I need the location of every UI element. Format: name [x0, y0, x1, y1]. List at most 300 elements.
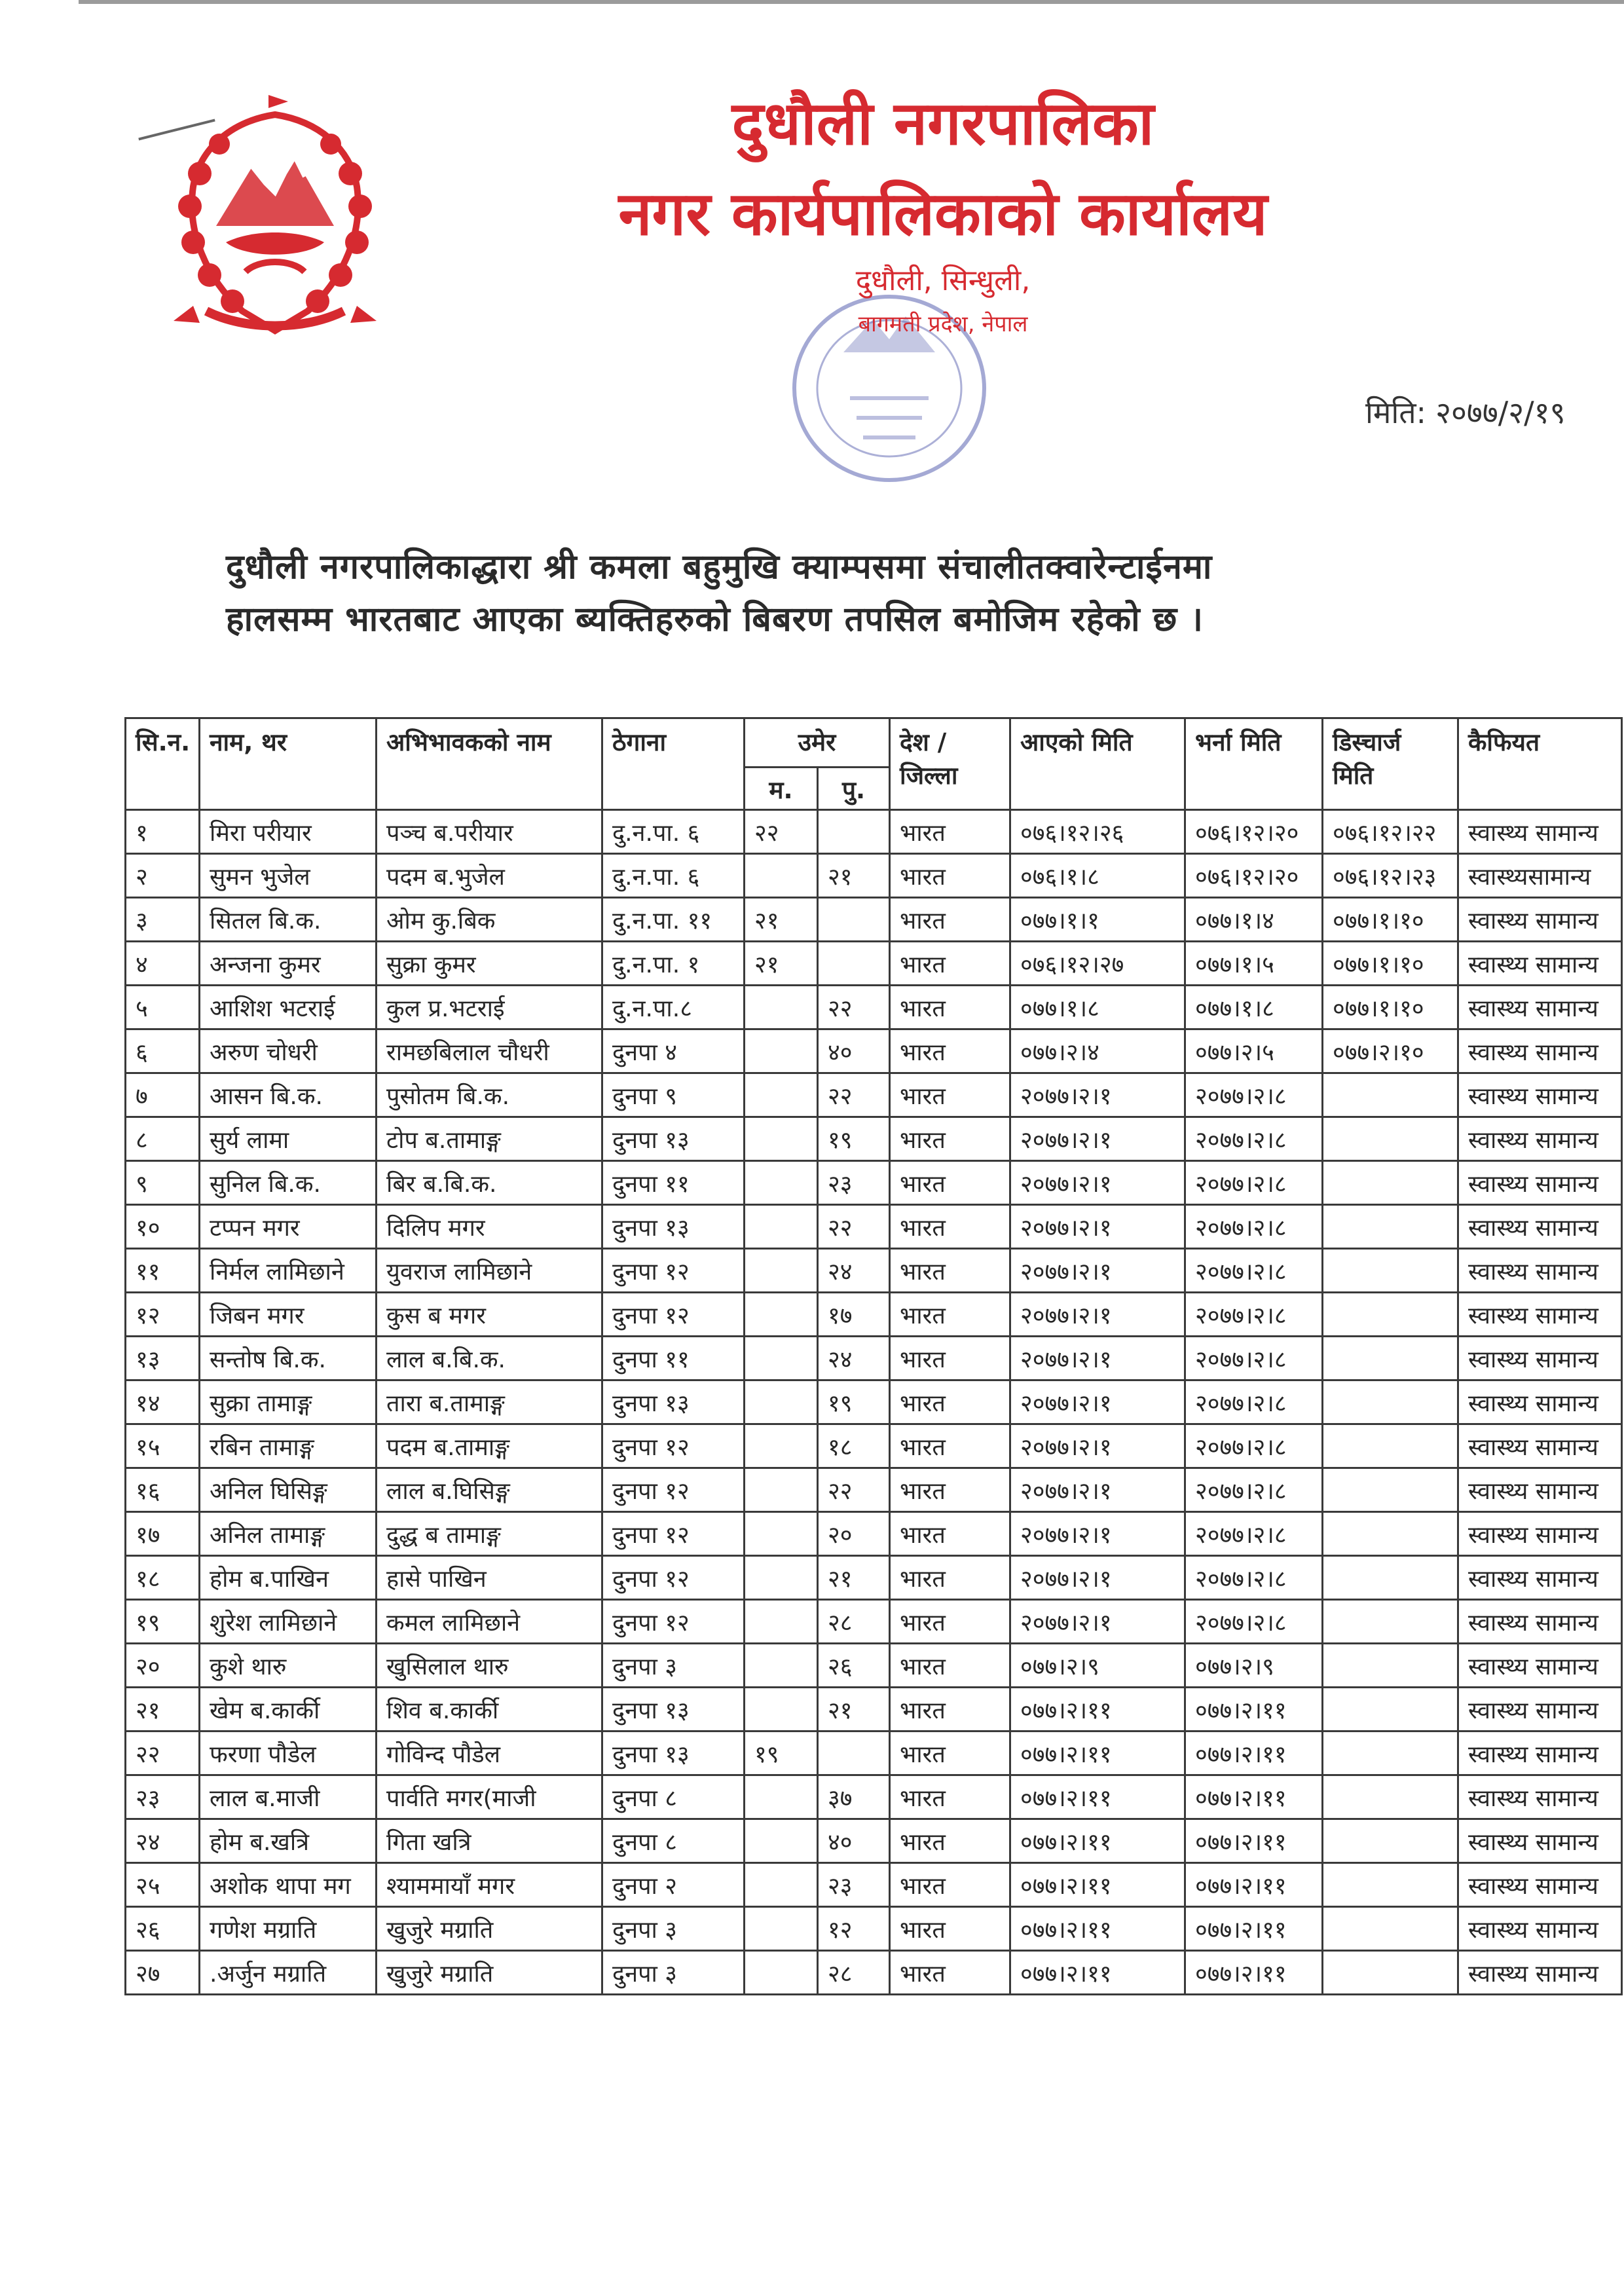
cell-arrival-date: २०७७।२।१	[1010, 1161, 1185, 1205]
cell-country: भारत	[890, 1688, 1010, 1731]
cell-country: भारत	[890, 1117, 1010, 1161]
cell-arrival-date: ०७७।२।११	[1010, 1863, 1185, 1907]
cell-country: भारत	[890, 1205, 1010, 1249]
cell-discharge-date: ०७७।१।१०	[1323, 898, 1458, 942]
cell-name: खेम ब.कार्की	[200, 1688, 377, 1731]
cell-discharge-date	[1323, 1951, 1458, 1995]
cell-admit-date: ०७७।२।११	[1185, 1907, 1323, 1951]
cell-remarks: स्वास्थ्य सामान्य	[1458, 810, 1622, 854]
cell-address: दुनपा १२	[602, 1249, 745, 1293]
cell-sn: २६	[126, 1907, 200, 1951]
cell-guardian: पार्वति मगर(माजी	[377, 1775, 602, 1819]
table-row	[126, 1117, 1622, 1161]
cell-admit-date: ०७७।२।११	[1185, 1951, 1323, 1995]
cell-age-male: २१	[818, 854, 890, 898]
cell-address: दुनपा १२	[602, 1600, 745, 1644]
cell-remarks: स्वास्थ्य सामान्य	[1458, 1775, 1622, 1819]
cell-admit-date: २०७७।२।८	[1185, 1161, 1323, 1205]
table-row	[126, 1775, 1622, 1819]
cell-guardian: कुस ब मगर	[377, 1293, 602, 1337]
cell-admit-date: २०७७।२।८	[1185, 1512, 1323, 1556]
cell-age-male: २८	[818, 1951, 890, 1995]
cell-age-female	[745, 1337, 818, 1380]
cell-name: होम ब.पाखिन	[200, 1556, 377, 1600]
cell-country: भारत	[890, 898, 1010, 942]
cell-remarks: स्वास्थ्य सामान्य	[1458, 1073, 1622, 1117]
cell-guardian: पञ्च ब.परीयार	[377, 810, 602, 854]
cell-name: गणेश मग्राति	[200, 1907, 377, 1951]
cell-name: सन्तोष बि.क.	[200, 1337, 377, 1380]
cell-discharge-date	[1323, 1556, 1458, 1600]
cell-admit-date: २०७७।२।८	[1185, 1380, 1323, 1424]
cell-arrival-date: २०७७।२।१	[1010, 1380, 1185, 1424]
cell-sn: ७	[126, 1073, 200, 1117]
cell-guardian: पदम ब.तामाङ्ग	[377, 1424, 602, 1468]
cell-discharge-date	[1323, 1468, 1458, 1512]
cell-age-female: २२	[745, 810, 818, 854]
top-scan-edge	[79, 0, 1624, 4]
cell-arrival-date: २०७७।२।१	[1010, 1512, 1185, 1556]
cell-arrival-date: ०७६।१।८	[1010, 854, 1185, 898]
cell-guardian: गिता खत्रि	[377, 1819, 602, 1863]
cell-sn: ८	[126, 1117, 200, 1161]
cell-discharge-date	[1323, 1205, 1458, 1249]
cell-age-female	[745, 1600, 818, 1644]
cell-admit-date: ०७७।२।५	[1185, 1029, 1323, 1073]
table-row	[126, 1731, 1622, 1775]
cell-guardian: गोविन्द पौडेल	[377, 1731, 602, 1775]
cell-admit-date: २०७७।२।८	[1185, 1424, 1323, 1468]
cell-remarks: स्वास्थ्य सामान्य	[1458, 986, 1622, 1029]
cell-discharge-date	[1323, 1161, 1458, 1205]
table-row	[126, 1688, 1622, 1731]
cell-address: दुनपा १३	[602, 1380, 745, 1424]
table-row	[126, 1205, 1622, 1249]
cell-age-male: २२	[818, 1073, 890, 1117]
cell-age-female	[745, 854, 818, 898]
cell-name: अनिल तामाङ्ग	[200, 1512, 377, 1556]
cell-address: दुनपा ११	[602, 1161, 745, 1205]
cell-sn: १७	[126, 1512, 200, 1556]
quarantine-table	[124, 717, 1623, 1995]
cell-address: दुनपा १३	[602, 1117, 745, 1161]
cell-discharge-date	[1323, 1249, 1458, 1293]
cell-age-female: २१	[745, 898, 818, 942]
cell-discharge-date	[1323, 1512, 1458, 1556]
cell-sn: १५	[126, 1424, 200, 1468]
cell-age-male	[818, 942, 890, 986]
cell-sn: २२	[126, 1731, 200, 1775]
cell-age-male: १८	[818, 1424, 890, 1468]
cell-country: भारत	[890, 1863, 1010, 1907]
cell-arrival-date: २०७७।२।१	[1010, 1117, 1185, 1161]
cell-remarks: स्वास्थ्य सामान्य	[1458, 1468, 1622, 1512]
table-row	[126, 1863, 1622, 1907]
table-row	[126, 942, 1622, 986]
cell-sn: १३	[126, 1337, 200, 1380]
cell-age-male: ४०	[818, 1819, 890, 1863]
cell-age-female: १९	[745, 1731, 818, 1775]
cell-remarks: स्वास्थ्य सामान्य	[1458, 1951, 1622, 1995]
cell-admit-date: ०७७।२।९	[1185, 1644, 1323, 1688]
cell-remarks: स्वास्थ्य सामान्य	[1458, 1731, 1622, 1775]
header-address: ठेगाना	[602, 718, 745, 810]
cell-address: दुनपा २	[602, 1863, 745, 1907]
cell-country: भारत	[890, 1819, 1010, 1863]
office-name: नगर कार्यपालिकाको कार्यालय	[618, 178, 1268, 249]
cell-name: मिरा परीयार	[200, 810, 377, 854]
cell-age-male: २६	[818, 1644, 890, 1688]
cell-country: भारत	[890, 1249, 1010, 1293]
cell-admit-date: ०७७।१।८	[1185, 986, 1323, 1029]
cell-arrival-date: २०७७।२।१	[1010, 1293, 1185, 1337]
cell-age-female	[745, 1029, 818, 1073]
table-row	[126, 1512, 1622, 1556]
cell-guardian: खुजुरे मग्राति	[377, 1907, 602, 1951]
date-value: २०७७/२/१९	[1435, 395, 1566, 430]
table-row	[126, 854, 1622, 898]
cell-remarks: स्वास्थ्य सामान्य	[1458, 1819, 1622, 1863]
cell-address: दुनपा ४	[602, 1029, 745, 1073]
table-row	[126, 1380, 1622, 1424]
cell-remarks: स्वास्थ्य सामान्य	[1458, 1512, 1622, 1556]
cell-country: भारत	[890, 986, 1010, 1029]
cell-arrival-date: ०७७।१।८	[1010, 986, 1185, 1029]
cell-age-female	[745, 1951, 818, 1995]
cell-country: भारत	[890, 1073, 1010, 1117]
cell-age-male: २२	[818, 986, 890, 1029]
cell-country: भारत	[890, 942, 1010, 986]
cell-admit-date: २०७७।२।८	[1185, 1600, 1323, 1644]
cell-sn: १८	[126, 1556, 200, 1600]
cell-address: दु.न.पा. १	[602, 942, 745, 986]
cell-remarks: स्वास्थ्य सामान्य	[1458, 1249, 1622, 1293]
cell-admit-date: २०७७।२।८	[1185, 1073, 1323, 1117]
cell-address: दुनपा ९	[602, 1073, 745, 1117]
cell-country: भारत	[890, 1600, 1010, 1644]
cell-discharge-date: ०७६।१२।२३	[1323, 854, 1458, 898]
cell-age-male	[818, 1731, 890, 1775]
cell-address: दुनपा १३	[602, 1205, 745, 1249]
cell-name: सुर्य लामा	[200, 1117, 377, 1161]
cell-age-male: २२	[818, 1468, 890, 1512]
cell-age-female	[745, 1161, 818, 1205]
table-row	[126, 1907, 1622, 1951]
cell-admit-date: ०७७।२।११	[1185, 1688, 1323, 1731]
cell-name: सुक्रा तामाङ्ग	[200, 1380, 377, 1424]
table-row	[126, 898, 1622, 942]
cell-admit-date: ०७७।२।११	[1185, 1819, 1323, 1863]
cell-arrival-date: २०७७।२।१	[1010, 1205, 1185, 1249]
cell-arrival-date: ०७६।१२।२७	[1010, 942, 1185, 986]
header-age: उमेर	[745, 718, 890, 768]
cell-guardian: ओम कु.बिक	[377, 898, 602, 942]
cell-name: आसन बि.क.	[200, 1073, 377, 1117]
cell-admit-date: २०७७।२।८	[1185, 1117, 1323, 1161]
cell-remarks: स्वास्थ्य सामान्य	[1458, 1293, 1622, 1337]
table-row	[126, 810, 1622, 854]
header-arrival-date: आएको मिति	[1010, 718, 1185, 810]
cell-address: दु.न.पा. ६	[602, 854, 745, 898]
cell-discharge-date	[1323, 1907, 1458, 1951]
cell-address: दुनपा ३	[602, 1907, 745, 1951]
office-stamp-icon	[765, 274, 1014, 490]
cell-discharge-date	[1323, 1337, 1458, 1380]
table-row	[126, 1073, 1622, 1117]
cell-country: भारत	[890, 1731, 1010, 1775]
cell-discharge-date	[1323, 1424, 1458, 1468]
cell-sn: ९	[126, 1161, 200, 1205]
cell-remarks: स्वास्थ्य सामान्य	[1458, 1337, 1622, 1380]
cell-country: भारत	[890, 1556, 1010, 1600]
table-row	[126, 1029, 1622, 1073]
cell-name: रबिन तामाङ्ग	[200, 1424, 377, 1468]
cell-admit-date: ०७७।१।५	[1185, 942, 1323, 986]
cell-guardian: लाल ब.घिसिङ्ग	[377, 1468, 602, 1512]
cell-guardian: लाल ब.बि.क.	[377, 1337, 602, 1380]
cell-address: दुनपा ३	[602, 1951, 745, 1995]
cell-arrival-date: २०७७।२।१	[1010, 1249, 1185, 1293]
cell-country: भारत	[890, 1029, 1010, 1073]
cell-discharge-date	[1323, 1775, 1458, 1819]
table-row	[126, 1468, 1622, 1512]
cell-address: दु.न.पा.८	[602, 986, 745, 1029]
cell-admit-date: ०७६।१२।२०	[1185, 854, 1323, 898]
cell-age-male: २०	[818, 1512, 890, 1556]
cell-age-male: १२	[818, 1907, 890, 1951]
cell-name: अन्जना कुमर	[200, 942, 377, 986]
cell-remarks: स्वास्थ्य सामान्य	[1458, 1205, 1622, 1249]
office-address-line1: दुधौली, सिन्धुली,	[855, 264, 1031, 297]
cell-address: दुनपा १२	[602, 1468, 745, 1512]
cell-country: भारत	[890, 1468, 1010, 1512]
cell-admit-date: २०७७।२।८	[1185, 1249, 1323, 1293]
cell-admit-date: २०७७।२।८	[1185, 1337, 1323, 1380]
cell-sn: ६	[126, 1029, 200, 1073]
cell-admit-date: २०७७।२।८	[1185, 1293, 1323, 1337]
cell-admit-date: ०७७।१।४	[1185, 898, 1323, 942]
cell-remarks: स्वास्थ्य सामान्य	[1458, 1117, 1622, 1161]
cell-sn: ११	[126, 1249, 200, 1293]
cell-age-female	[745, 1907, 818, 1951]
cell-remarks: स्वास्थ्य सामान्य	[1458, 1424, 1622, 1468]
cell-sn: १९	[126, 1600, 200, 1644]
cell-age-female	[745, 1205, 818, 1249]
cell-discharge-date: ०७६।१२।२२	[1323, 810, 1458, 854]
cell-guardian: पुसोतम बि.क.	[377, 1073, 602, 1117]
cell-discharge-date	[1323, 1293, 1458, 1337]
header-discharge-date: डिस्चार्ज मिति	[1323, 718, 1458, 810]
cell-name: टप्पन मगर	[200, 1205, 377, 1249]
cell-remarks: स्वास्थ्य सामान्य	[1458, 1907, 1622, 1951]
cell-country: भारत	[890, 1161, 1010, 1205]
cell-age-female	[745, 1556, 818, 1600]
cell-name: निर्मल लामिछाने	[200, 1249, 377, 1293]
table-row	[126, 1819, 1622, 1863]
cell-age-male: १९	[818, 1380, 890, 1424]
cell-age-female	[745, 1249, 818, 1293]
cell-age-female	[745, 1468, 818, 1512]
cell-sn: २७	[126, 1951, 200, 1995]
cell-sn: २१	[126, 1688, 200, 1731]
cell-age-female	[745, 1117, 818, 1161]
cell-age-female	[745, 1380, 818, 1424]
cell-age-male: २१	[818, 1688, 890, 1731]
cell-remarks: स्वास्थ्य सामान्य	[1458, 1688, 1622, 1731]
intro-line-2: हालसम्म भारतबाट आएका ब्यक्तिहरुको बिबरण तपसिल बमोजिम रहेको छ ।	[226, 600, 1204, 639]
cell-country: भारत	[890, 1512, 1010, 1556]
cell-sn: २०	[126, 1644, 200, 1688]
header-sn: सि.न.	[126, 718, 200, 810]
cell-age-male: २२	[818, 1205, 890, 1249]
cell-arrival-date: २०७७।२।१	[1010, 1337, 1185, 1380]
cell-country: भारत	[890, 1951, 1010, 1995]
cell-discharge-date	[1323, 1863, 1458, 1907]
header-name: नाम, थर	[200, 718, 377, 810]
table-row	[126, 1249, 1622, 1293]
cell-country: भारत	[890, 854, 1010, 898]
cell-arrival-date: ०७७।२।११	[1010, 1907, 1185, 1951]
cell-age-male: २१	[818, 1556, 890, 1600]
cell-discharge-date: ०७७।१।१०	[1323, 986, 1458, 1029]
cell-guardian: खुजुरे मग्राति	[377, 1951, 602, 1995]
cell-sn: २४	[126, 1819, 200, 1863]
cell-arrival-date: ०७७।२।११	[1010, 1819, 1185, 1863]
cell-name: सितल बि.क.	[200, 898, 377, 942]
cell-discharge-date	[1323, 1117, 1458, 1161]
cell-country: भारत	[890, 1775, 1010, 1819]
cell-guardian: श्याममायाँ मगर	[377, 1863, 602, 1907]
cell-address: दुनपा ३	[602, 1644, 745, 1688]
cell-age-female	[745, 1512, 818, 1556]
table-row	[126, 1556, 1622, 1600]
cell-sn: ३	[126, 898, 200, 942]
cell-remarks: स्वास्थ्य सामान्य	[1458, 1380, 1622, 1424]
cell-remarks: स्वास्थ्य सामान्य	[1458, 1029, 1622, 1073]
table-row	[126, 1424, 1622, 1468]
cell-arrival-date: ०७७।२।११	[1010, 1775, 1185, 1819]
nepal-emblem-icon	[154, 95, 396, 344]
cell-address: दु.न.पा. ११	[602, 898, 745, 942]
cell-guardian: शिव ब.कार्की	[377, 1688, 602, 1731]
cell-remarks: स्वास्थ्य सामान्य	[1458, 1600, 1622, 1644]
cell-country: भारत	[890, 1380, 1010, 1424]
cell-country: भारत	[890, 1424, 1010, 1468]
cell-age-male: ३७	[818, 1775, 890, 1819]
cell-sn: ५	[126, 986, 200, 1029]
cell-discharge-date	[1323, 1688, 1458, 1731]
table-row	[126, 986, 1622, 1029]
cell-age-male: ४०	[818, 1029, 890, 1073]
cell-country: भारत	[890, 810, 1010, 854]
cell-age-male: १७	[818, 1293, 890, 1337]
cell-guardian: रामछबिलाल चौधरी	[377, 1029, 602, 1073]
cell-age-female	[745, 1293, 818, 1337]
cell-remarks: स्वास्थ्य सामान्य	[1458, 1556, 1622, 1600]
header-admit-date: भर्ना मिति	[1185, 718, 1323, 810]
cell-address: दुनपा ११	[602, 1337, 745, 1380]
cell-guardian: दुद्ध ब तामाङ्ग	[377, 1512, 602, 1556]
cell-arrival-date: ०७७।२।११	[1010, 1688, 1185, 1731]
cell-age-male	[818, 898, 890, 942]
cell-name: सुनिल बि.क.	[200, 1161, 377, 1205]
cell-discharge-date	[1323, 1073, 1458, 1117]
cell-country: भारत	[890, 1293, 1010, 1337]
cell-admit-date: ०७७।२।११	[1185, 1731, 1323, 1775]
cell-remarks: स्वास्थ्य सामान्य	[1458, 942, 1622, 986]
table-row	[126, 1161, 1622, 1205]
cell-guardian: हासे पाखिन	[377, 1556, 602, 1600]
header-age-female: म.	[745, 768, 818, 810]
cell-discharge-date: ०७७।१।१०	[1323, 942, 1458, 986]
cell-sn: २	[126, 854, 200, 898]
office-address-line2: बागमती प्रदेश, नेपाल	[858, 311, 1028, 337]
cell-remarks: स्वास्थ्यसामान्य	[1458, 854, 1622, 898]
cell-discharge-date: ०७७।२।१०	[1323, 1029, 1458, 1073]
cell-arrival-date: २०७७।२।१	[1010, 1600, 1185, 1644]
cell-sn: १४	[126, 1380, 200, 1424]
cell-sn: १२	[126, 1293, 200, 1337]
cell-discharge-date	[1323, 1731, 1458, 1775]
cell-address: दुनपा १३	[602, 1688, 745, 1731]
cell-address: दुनपा ८	[602, 1819, 745, 1863]
cell-remarks: स्वास्थ्य सामान्य	[1458, 1863, 1622, 1907]
cell-name: अशोक थापा मग	[200, 1863, 377, 1907]
cell-guardian: पदम ब.भुजेल	[377, 854, 602, 898]
table-row	[126, 1293, 1622, 1337]
header-age-male: पु.	[818, 768, 890, 810]
cell-guardian: बिर ब.बि.क.	[377, 1161, 602, 1205]
cell-age-female	[745, 1775, 818, 1819]
cell-remarks: स्वास्थ्य सामान्य	[1458, 1644, 1622, 1688]
cell-sn: १०	[126, 1205, 200, 1249]
table-row	[126, 1600, 1622, 1644]
cell-remarks: स्वास्थ्य सामान्य	[1458, 1161, 1622, 1205]
cell-country: भारत	[890, 1337, 1010, 1380]
cell-name: शुरेश लामिछाने	[200, 1600, 377, 1644]
org-name: दुधौली नगरपालिका	[731, 88, 1154, 158]
cell-name: आशिश भटराई	[200, 986, 377, 1029]
cell-discharge-date	[1323, 1380, 1458, 1424]
header-remarks: कैफियत	[1458, 718, 1622, 810]
cell-guardian: टोप ब.तामाङ्ग	[377, 1117, 602, 1161]
cell-guardian: युवराज लामिछाने	[377, 1249, 602, 1293]
cell-country: भारत	[890, 1907, 1010, 1951]
cell-sn: २३	[126, 1775, 200, 1819]
cell-guardian: कुल प्र.भटराई	[377, 986, 602, 1029]
cell-age-female	[745, 1644, 818, 1688]
cell-name: अरुण चोधरी	[200, 1029, 377, 1073]
cell-name: अनिल घिसिङ्ग	[200, 1468, 377, 1512]
cell-name: .अर्जुन मग्राति	[200, 1951, 377, 1995]
cell-name: सुमन भुजेल	[200, 854, 377, 898]
cell-admit-date: २०७७।२।८	[1185, 1468, 1323, 1512]
cell-sn: ४	[126, 942, 200, 986]
cell-sn: २५	[126, 1863, 200, 1907]
cell-arrival-date: ०७७।२।९	[1010, 1644, 1185, 1688]
document-date	[1365, 392, 1575, 432]
cell-age-male: २४	[818, 1249, 890, 1293]
cell-arrival-date: २०७७।२।१	[1010, 1073, 1185, 1117]
cell-age-male: २३	[818, 1161, 890, 1205]
cell-arrival-date: ०७७।२।११	[1010, 1731, 1185, 1775]
cell-address: दुनपा १३	[602, 1731, 745, 1775]
cell-age-male: २४	[818, 1337, 890, 1380]
cell-age-female	[745, 1073, 818, 1117]
cell-arrival-date: २०७७।२।१	[1010, 1556, 1185, 1600]
cell-age-female	[745, 1819, 818, 1863]
cell-guardian: खुसिलाल थारु	[377, 1644, 602, 1688]
